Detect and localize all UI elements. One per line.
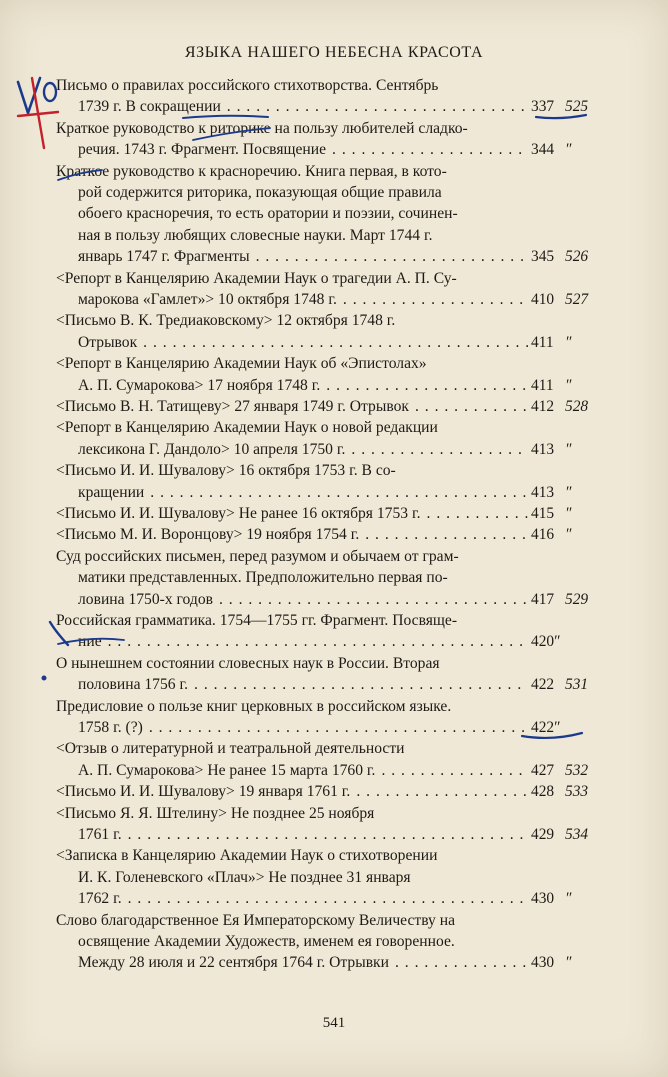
entry-text: <Отзыв о литературной и театральной деятельности [56,740,405,758]
leader-dots [128,826,528,843]
commentary-page-number: 532 [565,761,589,779]
entry-text: <Письмо В. Н. Татищеву> 27 января 1749 г. Отрывок [56,398,415,415]
commentary-page-number: ″ [565,376,572,394]
entry-text: Отрывок [78,334,143,351]
entry-text: <Письмо М. И. Воронцову> 19 ноября 1754 г. [56,526,365,543]
text-page-number: 429 [531,826,555,843]
commentary-page-number: 533 [565,783,589,801]
leader-dots [194,676,528,693]
entry-text: Слово благодарственное Ея Императорскому Величеству на [56,911,456,929]
entry-text: <Репорт в Канцелярию Академии Наук о новой редакции [56,419,438,437]
page-reference [531,631,631,652]
text-page-number: 417 [531,590,555,608]
text-page-number: 410 [531,291,555,308]
entry-text: Письмо о правилах российского стихотворства. Сентябрь [56,77,439,94]
entry-text: матики представленных. Предположительно первая по- [78,569,448,587]
marginal-o-mark [44,83,56,101]
page-reference [531,289,631,310]
text-page-number: 427 [531,761,555,779]
text-page-number: 337 [531,98,555,116]
leader-dots [332,141,528,158]
commentary-page-number: ″ [565,526,572,544]
entry-text: ловина 1750-х годов [78,591,219,608]
entry-title-line [56,781,528,802]
entry-title-line [56,503,528,524]
entry-text: <Письмо И. И. Шувалову> 19 января 1761 г. [56,783,356,800]
commentary-page-number: 529 [565,590,589,608]
page-reference [531,524,631,545]
entry-title-line [56,460,528,481]
leader-dots [365,526,528,543]
entry-text: речия. 1743 г. Фрагмент. Посвящение [78,141,332,158]
entry-continuation-line [78,139,528,160]
entry-continuation-line [78,867,528,888]
page-reference [531,246,631,267]
entry-title-line [56,910,528,931]
leader-dots [150,484,528,501]
marginal-cross-mark [18,78,58,148]
entry-text: рой содержится риторика, показующая общие правила [78,184,442,201]
leader-dots [351,441,528,458]
entry-text: <Письмо И. И. Шувалову> Не ранее 16 октября 1753 г. [56,505,427,522]
entry-text: половина 1756 г. [78,676,194,693]
commentary-page-number: 525 [565,98,589,116]
entry-text: 1761 г. [78,826,128,843]
entry-text: Между 28 июля и 22 сентября 1764 г. Отрывки [78,954,395,971]
page-reference [531,589,631,610]
entry-text: <Письмо В. К. Тредиаковскому> 12 октября 1748 г. [56,312,396,330]
page-reference [531,375,631,396]
entry-text: 1758 г. (?) [78,719,149,736]
entry-text: ная в пользу любящих словесные науки. Март 1744 г. [78,226,433,244]
entry-title-line [56,696,528,717]
running-header: ЯЗЫКА НАШЕГО НЕБЕСНА КРАСОТА [184,44,484,61]
entry-text: Краткое руководство к красноречию. Книга первая, в кото- [56,162,447,180]
entry-continuation-line [78,439,528,460]
text-page-number: 412 [531,398,555,415]
entry-text: ние [78,633,108,650]
page-reference [531,139,631,160]
commentary-page-number: ″ [565,890,572,908]
entry-title-line [56,75,528,96]
entry-title-line [56,118,528,139]
text-page-number: 415 [531,505,555,522]
entry-text: <Письмо Я. Я. Штелину> Не позднее 25 ноября [56,804,375,822]
entry-title-line [56,524,528,545]
text-page-number: 430 [531,890,555,908]
text-page-number: 430 [531,954,555,972]
commentary-page-number: ″ [565,483,572,501]
text-page-number: 413 [531,483,555,501]
entry-continuation-line [78,567,528,588]
leader-dots [227,98,528,115]
entry-text: И. К. Голеневского «Плач»> Не позднее 31 января [78,868,411,886]
entry-continuation-line [78,888,528,909]
commentary-page-number: 526 [565,248,589,266]
entry-title-line [56,653,528,674]
entry-title-line [56,845,528,866]
entry-title-line [56,738,528,759]
entry-text: марокова «Гамлет»> 10 октября 1748 г. [78,291,343,308]
page-reference [531,674,631,695]
text-page-number: 428 [531,783,555,801]
entry-title-line [56,610,528,631]
entry-title-line [56,353,528,374]
entry-title-line [56,310,528,331]
entry-title-line [56,161,528,182]
text-page-number: 420″ [531,633,561,651]
entry-text: <Репорт в Канцелярию Академии Наук о трагедии А. П. Су- [56,269,457,287]
leader-dots [381,762,528,779]
entry-continuation-line [78,203,528,224]
entry-continuation-line [78,931,528,952]
entry-continuation-line [78,589,528,610]
ink-dot [42,676,47,681]
entry-continuation-line [78,96,528,117]
entry-continuation-line [78,289,528,310]
commentary-page-number: ″ [565,505,572,522]
leader-dots [356,783,528,800]
page-reference [531,396,631,417]
entry-title-line [56,417,528,438]
leader-dots [343,291,528,308]
entry-text: А. П. Сумарокова> 17 ноября 1748 г. [78,377,326,394]
entry-text: Суд российских письмен, перед разумом и обычаем от грам- [56,547,459,565]
entry-continuation-line [78,952,528,973]
leader-dots [108,633,528,650]
entry-continuation-line [78,182,528,203]
entry-text: <Письмо И. И. Шувалову> 16 октября 1753 г. В со- [56,462,396,480]
entry-text: Предисловие о пользе книг церковных в российском языке. [56,697,452,715]
marginal-v-mark [18,78,40,113]
leader-dots [149,719,528,736]
text-page-number: 344 [531,141,555,159]
text-page-number: 411 [531,333,554,351]
entry-text: освящение Академии Художеств, именем ея говоренное. [78,933,455,950]
leader-dots [256,248,528,265]
page-reference [531,952,631,973]
entry-continuation-line [78,225,528,246]
commentary-page-number: ″ [565,440,572,458]
entry-continuation-line [78,482,528,503]
text-page-number: 422 [531,676,555,694]
page-number: 541 [322,1015,346,1031]
text-page-number: 422″ [531,719,561,736]
entry-continuation-line [78,375,528,396]
page-reference [531,96,631,117]
text-page-number: 411 [531,376,554,394]
page-reference [531,824,631,845]
commentary-page-number: 534 [565,826,589,843]
entry-text: <Репорт в Канцелярию Академии Наук об «Эпистолах» [56,355,427,373]
entry-continuation-line [78,246,528,267]
entry-continuation-line [78,717,528,738]
text-page-number: 413 [531,440,555,458]
entry-text: кращении [78,484,150,501]
entry-text: обоего красноречия, то есть оратории и поэзии, сочинен- [78,205,458,223]
entry-text: январь 1747 г. Фрагменты [78,248,256,265]
entry-text: <Записка в Канцелярию Академии Наук о стихотворении [56,847,438,865]
commentary-page-number: ″ [565,954,572,972]
entry-continuation-line [78,332,528,353]
entry-title-line [56,803,528,824]
page-reference [531,503,631,524]
entry-title-line [56,396,528,417]
text-page-number: 345 [531,248,555,266]
leader-dots [415,398,528,415]
page-reference [531,439,631,460]
entry-continuation-line [78,760,528,781]
entry-text: О нынешнем состоянии словесных наук в России. Вторая [56,654,440,672]
leader-dots [219,591,528,608]
entry-text: Краткое руководство к риторике на пользу любителей сладко- [56,119,468,137]
entry-continuation-line [78,674,528,695]
page-reference [531,717,631,738]
entry-text: лексикона Г. Дандоло> 10 апреля 1750 г. [78,441,351,458]
page-reference [531,482,631,503]
entry-title-line [56,546,528,567]
page-reference [531,781,631,802]
page-reference [531,760,631,781]
commentary-page-number: 527 [565,291,589,308]
leader-dots [143,334,528,351]
page-reference [531,332,631,353]
leader-dots [427,505,528,522]
entry-text: 1739 г. В сокращении [78,98,227,115]
commentary-page-number: 528 [565,398,589,415]
text-page-number: 416 [531,526,555,544]
entry-text: А. П. Сумарокова> Не ранее 15 марта 1760 г. [78,762,381,779]
entry-continuation-line [78,824,528,845]
entry-text: Российская грамматика. 1754—1755 гг. Фрагмент. Посвяще- [56,612,458,629]
leader-dots [326,377,528,394]
entry-continuation-line [78,631,528,652]
commentary-page-number: ″ [565,141,572,159]
leader-dots [395,954,528,971]
page-reference [531,888,631,909]
entry-title-line [56,268,528,289]
commentary-page-number: ″ [565,333,572,351]
entry-text: 1762 г. [78,890,128,907]
commentary-page-number: 531 [565,676,589,694]
leader-dots [128,890,528,907]
